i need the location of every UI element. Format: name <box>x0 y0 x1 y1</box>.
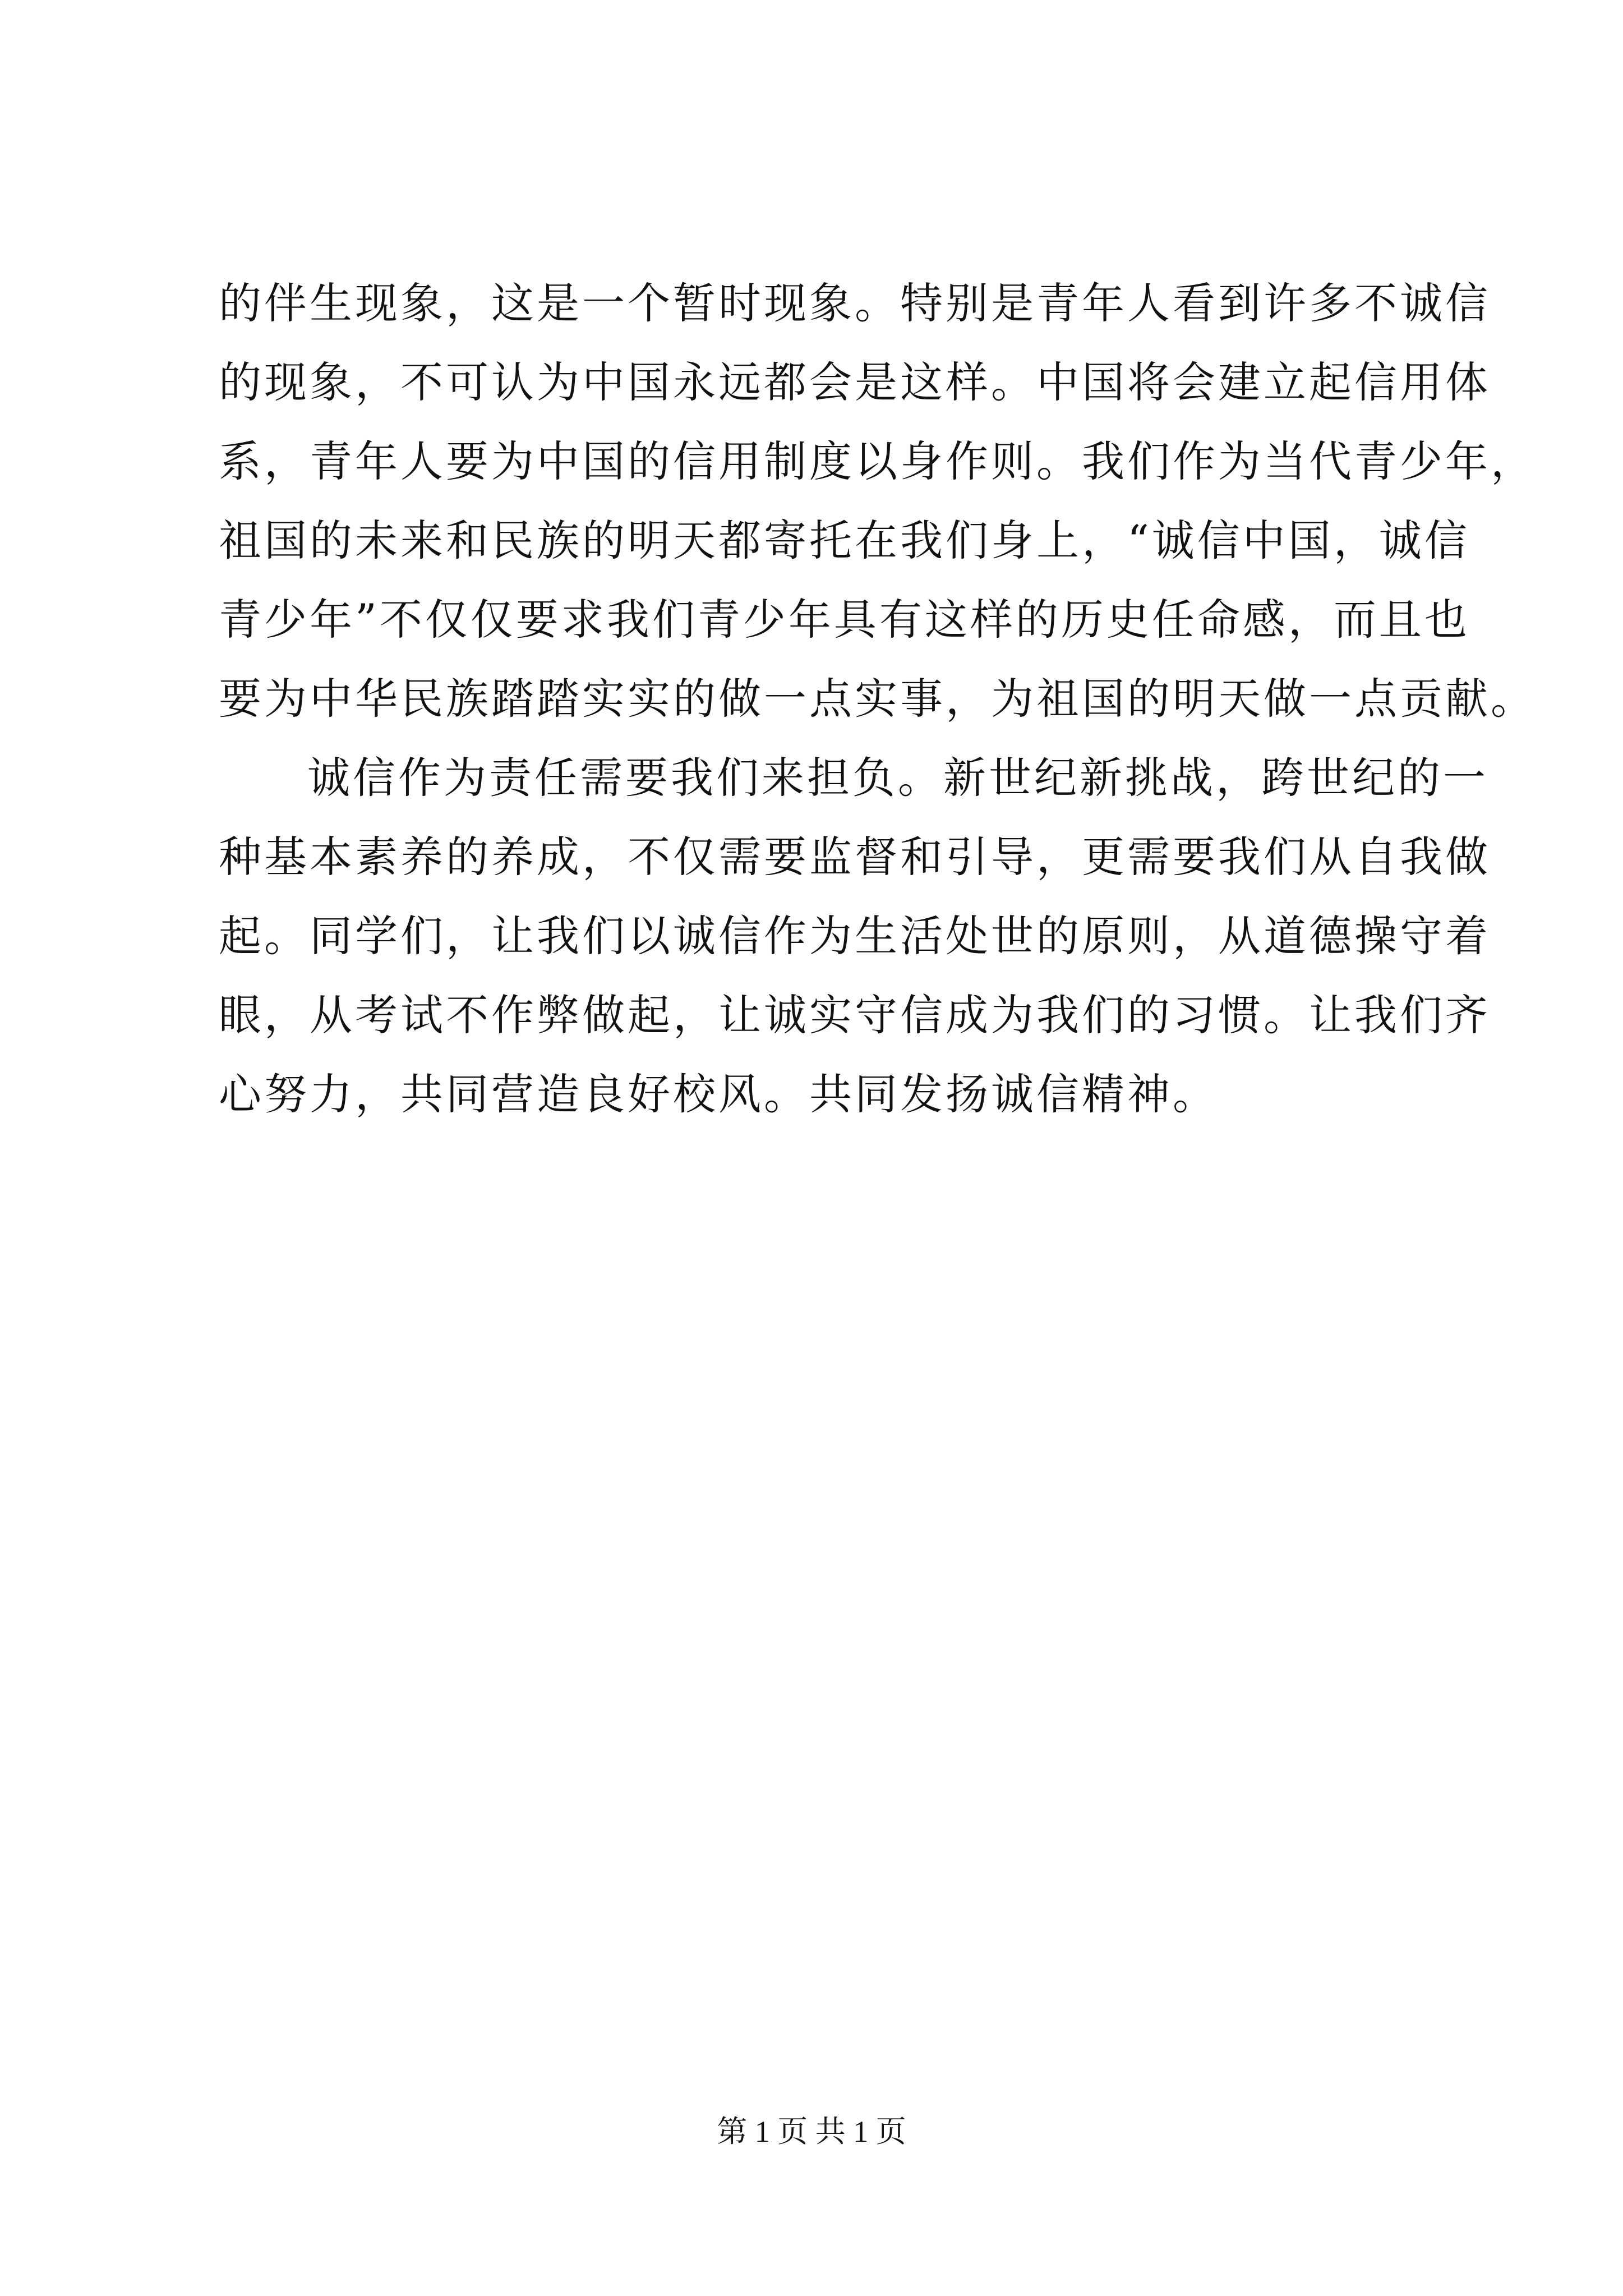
paragraph-line: 起。同学们，让我们以诚信作为生活处世的原则，从道德操守着 <box>219 911 1491 961</box>
paragraph-first-line: 诚信作为责任需要我们来担负。新世纪新挑战，跨世纪的一 <box>307 753 1488 803</box>
paragraph-line: 的伴生现象，这是一个暂时现象。特别是青年人看到许多不诚信 <box>219 278 1491 328</box>
paragraph-line: 祖国的未来和民族的明天都寄托在我们身上，“诚信中国，诚信 <box>219 516 1470 565</box>
paragraph-line: 系，青年人要为中国的信用制度以身作则。我们作为当代青少年， <box>219 436 1536 486</box>
paragraph-line: 青少年”不仅仅要求我们青少年具有这样的历史任命感，而且也 <box>219 595 1470 645</box>
paragraph-line: 的现象，不可认为中国永远都会是这样。中国将会建立起信用体 <box>219 357 1491 407</box>
paragraph-line: 要为中华民族踏踏实实的做一点实事，为祖国的明天做一点贡献。 <box>219 674 1536 724</box>
paragraph-line: 心努力，共同营造良好校风。共同发扬诚信精神。 <box>219 1069 1218 1119</box>
paragraph-line: 眼，从考试不作弊做起，让诚实守信成为我们的习惯。让我们齐 <box>219 990 1491 1040</box>
paragraph-line: 种基本素养的养成，不仅需要监督和引导，更需要我们从自我做 <box>219 832 1491 882</box>
page-footer: 第 1 页 共 1 页 <box>717 2115 906 2148</box>
body-text <box>219 264 1536 1134</box>
